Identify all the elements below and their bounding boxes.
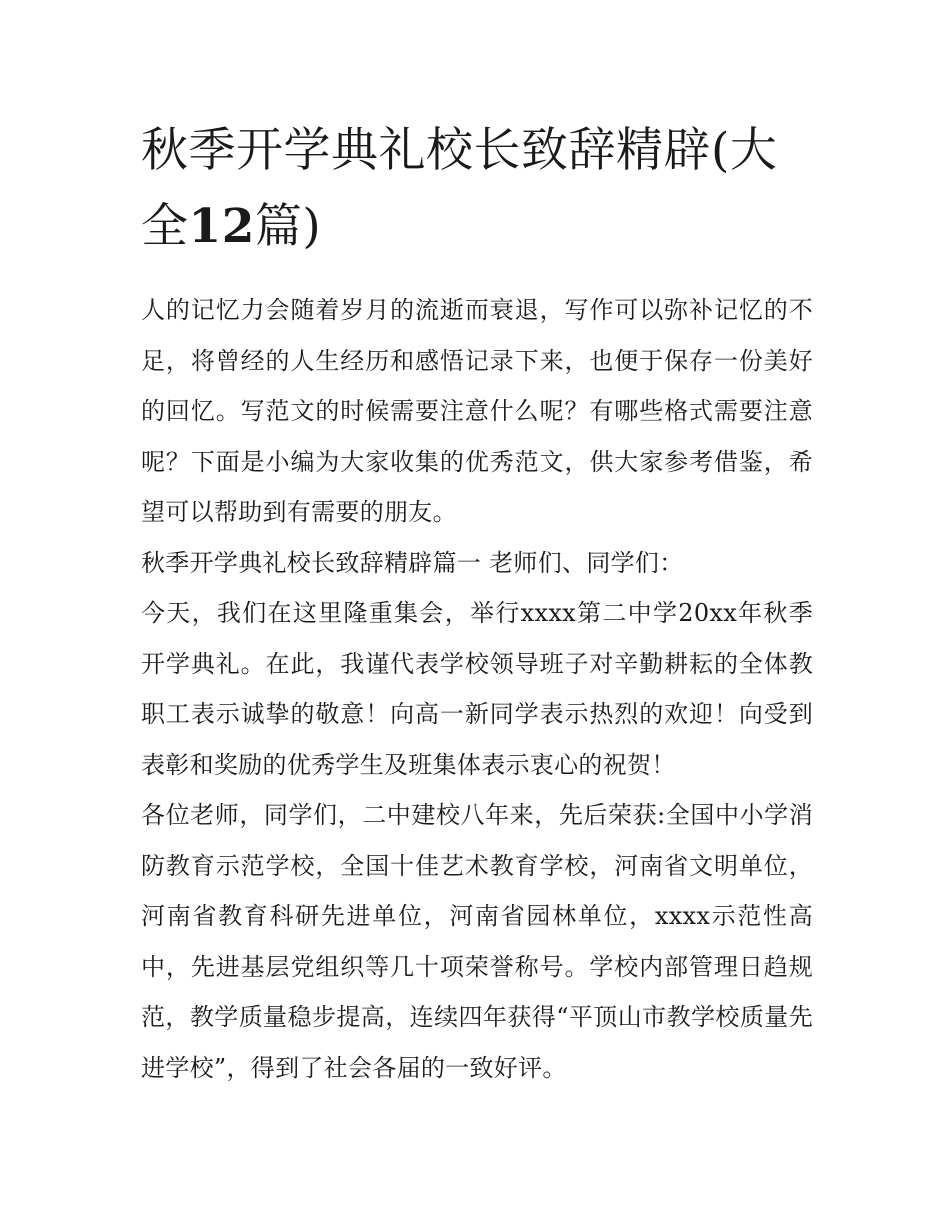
document-body xyxy=(141,285,813,1093)
title-number: 12 xyxy=(188,199,255,254)
intro-paragraph: 人的记忆力会随着岁月的流逝而衰退，写作可以弥补记忆的不足，将曾经的人生经历和感悟记录下来，也便于保存一份美好的回忆。写范文的时候需要注意什么呢？有哪些格式需要注意呢？下面是小编为大家收集的优秀范文，供大家参考借鉴，希望可以帮助到有需要的朋友。 xyxy=(141,296,813,526)
document-content xyxy=(141,113,813,1093)
document-title: 秋季开学典礼校长致辞精辟(大全12篇) xyxy=(141,123,778,254)
school-honors-paragraph: 各位老师，同学们，二中建校八年来，先后荣获:全国中小学消防教育示范学校，全国十佳艺术教育学校，河南省文明单位，河南省教育科研先进单位，河南省园林单位，xxxx示范性高中，先进基层党组织等几十项荣誉称号。学校内部管理日趋规范，教学质量稳步提高，连续四年获得“平顶山市教学校质量先进学校”，得到了社会各届的一致好评。 xyxy=(141,801,813,1082)
section-heading-paragraph: 秋季开学典礼校长致辞精辟篇一 老师们、同学们： xyxy=(141,548,684,577)
opening-remarks-paragraph: 今天，我们在这里隆重集会，举行xxxx第二中学20xx年秋季开学典礼。在此，我谨代表学校领导班子对辛勤耕耘的全体教职工表示诚挚的敬意！向高一新同学表示热烈的欢迎！向受到表彰和奖励的优秀学生及班集体表示衷心的祝贺！ xyxy=(141,599,813,779)
